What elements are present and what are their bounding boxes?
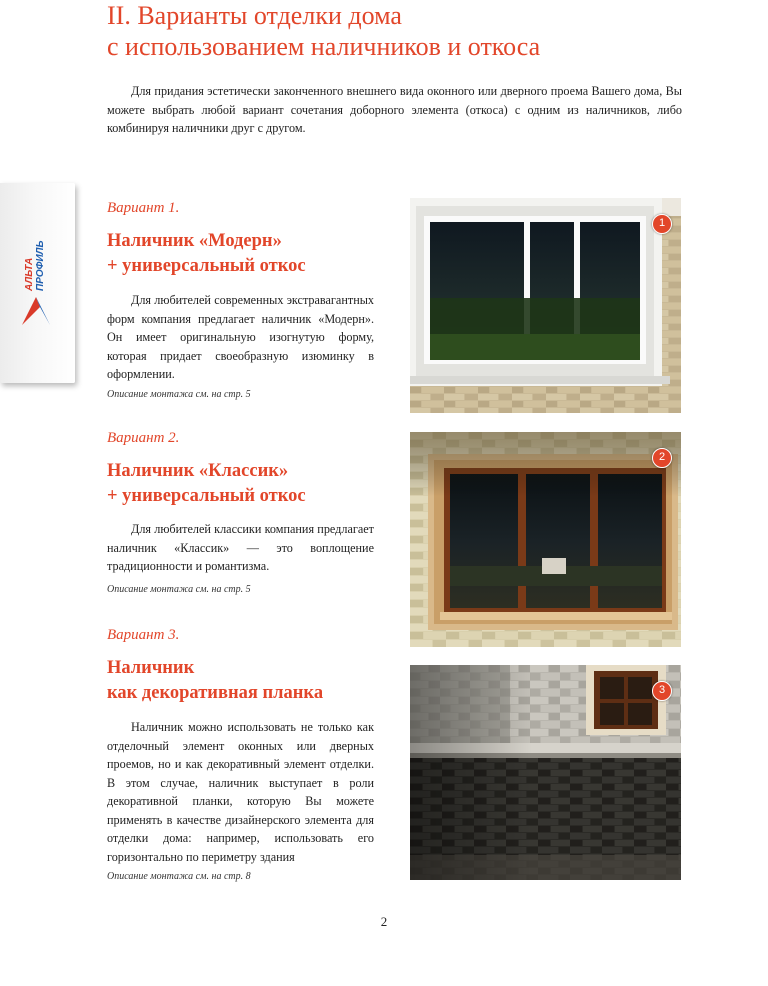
variant-1-description: Для любителей современных экстравагантных форм компания предлагает наличник «Модерн». Он имеет оригинальную изогнутую форму, которая придает своеобразную изюминку в оформлении. [107, 293, 374, 381]
variant-1-title-line-2: + универсальный откос [107, 256, 306, 276]
variant-1-install-note: Описание монтажа см. на стр. 5 [107, 389, 251, 400]
decorative-plank-image [410, 665, 681, 880]
variant-3-title [107, 656, 397, 706]
variant-3-install-note: Описание монтажа см. на стр. 8 [107, 871, 251, 882]
page-title-line-2: с использованием наличников и откоса [107, 32, 541, 61]
variant-2-title [107, 459, 397, 509]
page-title-line-1: II. Варианты отделки дома [107, 1, 402, 30]
variant-2-install-note: Описание монтажа см. на стр. 5 [107, 584, 251, 595]
variant-2-description: Для любителей классики компания предлагает наличник «Классик» — это воплощение традиционности и романтизма. [107, 522, 374, 573]
classic-window-image [410, 432, 681, 647]
variant-3-title-line-2: как декоративная планка [107, 683, 324, 703]
variant-3-label: Вариант 3. [107, 627, 180, 643]
variant-2-title-line-2: + универсальный откос [107, 486, 306, 506]
variant-3-photo [410, 665, 681, 880]
page-title [107, 0, 707, 62]
variant-2-label: Вариант 2. [107, 430, 180, 446]
logo-tab [0, 183, 75, 383]
variant-3-title-line-1: Наличник [107, 658, 195, 678]
variant-3-badge: 3 [652, 681, 672, 701]
logo-text-line-1: АЛЬТА [24, 257, 35, 291]
variant-2-photo [410, 432, 681, 647]
modern-window-image [410, 198, 681, 413]
variant-3-description: Наличник можно использовать не только как отделочный элемент оконных или дверных проемов, но и как декоративный элемент отделки. В этом случае, наличник выступает в роли декоративной планки, которую Вы можете применять в качестве дизайнерского элемента для отделки дома: например, использовать его горизонтально по периметру здания [107, 720, 374, 864]
page-number: 2 [380, 914, 388, 929]
variant-2-badge: 2 [652, 448, 672, 468]
variant-1-label: Вариант 1. [107, 200, 180, 216]
alta-profil-logo [14, 233, 60, 333]
variant-1-photo [410, 198, 681, 413]
variant-1-badge: 1 [652, 214, 672, 234]
variant-2-title-line-1: Наличник «Классик» [107, 461, 289, 481]
variant-1-title [107, 229, 397, 279]
logo-text-line-2: ПРОФИЛЬ [35, 240, 46, 291]
variant-1-title-line-1: Наличник «Модерн» [107, 231, 282, 251]
intro-paragraph: Для придания эстетически законченного внешнего вида оконного или дверного проема Вашего дома, Вы можете выбрать любой вариант сочетания доборного элемента (откоса) с одним из наличников, либо комбинируя наличники друг с другом. [107, 84, 682, 135]
